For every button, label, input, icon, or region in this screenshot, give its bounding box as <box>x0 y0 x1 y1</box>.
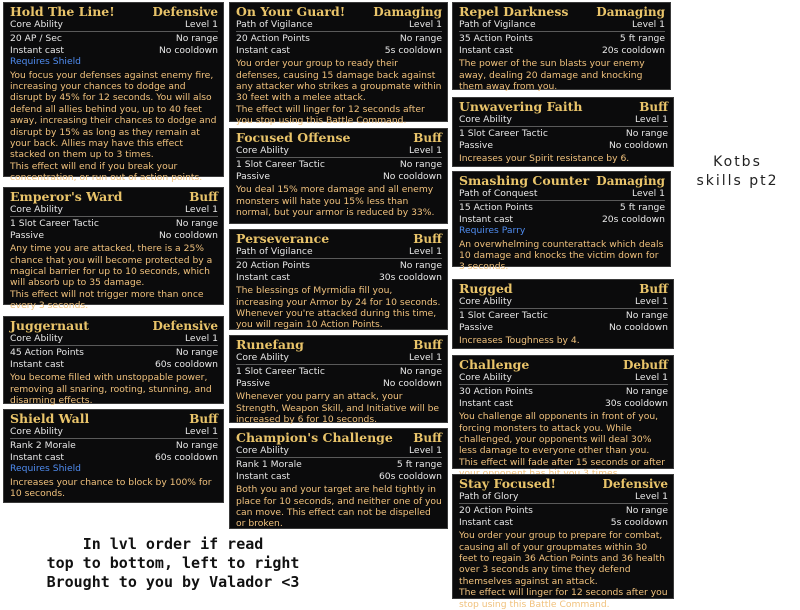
card-header <box>459 358 668 372</box>
cost-row <box>236 159 442 170</box>
ability-description <box>236 184 442 218</box>
ability-level: Level 1 <box>184 426 218 437</box>
description-paragraph: You become filled with unstoppable power, removing all snaring, rooting, stunning, and disarming effects. <box>10 372 212 407</box>
ability-type: Damaging <box>596 174 665 188</box>
ability-name: Focused Offense <box>236 130 351 145</box>
cast-row <box>459 398 668 409</box>
caption-line-2: top to bottom, left to right <box>46 554 300 572</box>
ability-cost: 1 Slot Career Tactic <box>459 310 548 322</box>
ability-category: Core Ability <box>10 204 63 215</box>
ability-name: Perseverance <box>236 231 330 246</box>
ability-cooldown: No cooldown <box>608 139 668 151</box>
description-paragraph: You order your group to ready their defenses, causing 15 damage back against any attacker who strikes a groupmate within 30 feet with a melee attack. <box>236 58 442 104</box>
ability-description <box>236 58 442 126</box>
ability-cost: 30 Action Points <box>459 386 533 398</box>
ability-cooldown: 5s cooldown <box>610 516 668 528</box>
ability-cooldown: 30s cooldown <box>378 271 442 283</box>
card-subheader <box>236 145 442 156</box>
ability-category: Core Ability <box>236 145 289 156</box>
ability-level: Level 1 <box>184 204 218 215</box>
card-subheader <box>459 188 665 199</box>
divider <box>459 503 668 504</box>
ability-category: Core Ability <box>236 445 289 456</box>
card-subheader <box>459 296 668 307</box>
ability-type: Buff <box>189 412 218 426</box>
ability-category: Path of Vigilance <box>459 19 536 30</box>
ability-level: Level 1 <box>634 296 668 307</box>
ability-cooldown: 30s cooldown <box>604 397 668 409</box>
description-paragraph: Increases Toughness by 4. <box>459 335 580 347</box>
cost-row <box>10 440 218 451</box>
ability-card-repel-darkness <box>452 2 671 93</box>
divider <box>236 31 442 32</box>
ability-card-shield-wall <box>3 409 224 503</box>
cost-row <box>459 202 665 213</box>
ability-cost: 20 Action Points <box>236 33 310 45</box>
cast-row <box>459 517 668 528</box>
description-paragraph: Any time you are attacked, there is a 25% chance that you will become protected by a magical barrier for up to 10 seconds, which will absorb up to 35 damage. <box>10 243 213 289</box>
ability-cast: Passive <box>236 170 270 182</box>
card-subheader <box>459 19 665 30</box>
ability-cost: 1 Slot Career Tactic <box>236 366 325 378</box>
cast-row <box>236 45 442 56</box>
card-header <box>10 412 218 426</box>
caption-line-1: In lvl order if read <box>82 535 264 553</box>
side-label-line-1: Kotbs <box>713 154 762 170</box>
side-label-line-2: skills pt2 <box>696 173 779 189</box>
card-header <box>459 174 665 188</box>
ability-name: Repel Darkness <box>459 4 569 19</box>
ability-cooldown: 60s cooldown <box>154 451 218 463</box>
ability-cooldown: 20s cooldown <box>601 213 665 225</box>
ability-name: Rugged <box>459 281 513 296</box>
ability-name: Stay Focused! <box>459 476 556 491</box>
ability-description <box>236 391 442 425</box>
divider <box>459 384 668 385</box>
cast-row <box>459 45 665 56</box>
ability-level: Level 1 <box>631 19 665 30</box>
ability-cooldown: No cooldown <box>158 229 218 241</box>
ability-type: Damaging <box>373 5 442 19</box>
ability-type: Buff <box>413 338 442 352</box>
ability-level: Level 1 <box>634 114 668 125</box>
ability-level: Level 1 <box>408 145 442 156</box>
ability-card-perseverance <box>229 229 448 330</box>
ability-cast: Instant cast <box>459 516 513 528</box>
ability-cost: 20 AP / Sec <box>10 33 62 45</box>
ability-name: Champion's Challenge <box>236 430 393 445</box>
card-header <box>10 190 218 204</box>
ability-range: No range <box>175 347 218 359</box>
ability-category: Core Ability <box>459 372 512 383</box>
ability-range: No range <box>175 218 218 230</box>
cast-row <box>236 272 442 283</box>
ability-range: No range <box>625 310 668 322</box>
caption <box>8 535 338 592</box>
card-header <box>459 477 668 491</box>
ability-card-focused-offense <box>229 128 448 224</box>
ability-type: Defensive <box>152 5 218 19</box>
ability-card-juggernaut <box>3 316 224 407</box>
ability-cast: Passive <box>10 229 44 241</box>
ability-card-runefang <box>229 335 448 426</box>
description-paragraph: The power of the sun blasts your enemy away, dealing 20 damage and knocking them away from you. <box>459 58 645 93</box>
ability-cooldown: No cooldown <box>608 321 668 333</box>
ability-cost: 45 Action Points <box>10 347 84 359</box>
ability-cast: Passive <box>459 321 493 333</box>
ability-category: Core Ability <box>459 114 512 125</box>
ability-name: Hold The Line! <box>10 4 115 19</box>
card-header <box>459 282 668 296</box>
ability-cooldown: 60s cooldown <box>378 470 442 482</box>
ability-name: Runefang <box>236 337 304 352</box>
card-subheader <box>236 352 442 363</box>
ability-cast: Instant cast <box>236 44 290 56</box>
description-paragraph: This effect will end if you break your concentration, or run out of action points. <box>10 160 203 184</box>
ability-description <box>10 477 218 500</box>
ability-type: Defensive <box>152 319 218 333</box>
ability-level: Level 1 <box>184 19 218 30</box>
ability-description <box>459 335 668 346</box>
card-subheader <box>10 426 218 437</box>
cost-row <box>459 505 668 516</box>
ability-cooldown: 20s cooldown <box>601 44 665 56</box>
ability-cast: Instant cast <box>10 358 64 370</box>
description-paragraph: The effect will linger for 12 seconds after you stop using this Battle Command. <box>459 587 668 610</box>
description-paragraph: Increases your chance to block by 100% for 10 seconds. <box>10 476 212 500</box>
ability-cast: Instant cast <box>459 397 513 409</box>
cast-row <box>10 45 218 56</box>
ability-cast: Passive <box>236 377 270 389</box>
ability-range: 5 ft range <box>619 33 665 45</box>
ability-cast: Instant cast <box>10 44 64 56</box>
ability-cooldown: No cooldown <box>382 170 442 182</box>
cast-row <box>10 230 218 241</box>
card-subheader <box>459 114 668 125</box>
card-header <box>236 5 442 19</box>
ability-cast: Instant cast <box>236 470 290 482</box>
ability-cooldown: No cooldown <box>158 44 218 56</box>
ability-name: On Your Guard! <box>236 4 346 19</box>
ability-type: Damaging <box>596 5 665 19</box>
ability-level: Level 1 <box>408 352 442 363</box>
ability-category: Core Ability <box>459 296 512 307</box>
ability-cast: Instant cast <box>459 213 513 225</box>
ability-type: Buff <box>413 431 442 445</box>
ability-card-unwavering-faith <box>452 97 674 167</box>
ability-cost: Rank 1 Morale <box>236 459 302 471</box>
cast-row <box>236 471 442 482</box>
card-header <box>236 431 442 445</box>
ability-description <box>236 285 442 331</box>
ability-range: No range <box>625 386 668 398</box>
ability-description <box>459 530 668 610</box>
ability-card-stay-focused <box>452 474 674 610</box>
card-subheader <box>10 19 218 30</box>
ability-card-challenge <box>452 355 674 469</box>
ability-name: Challenge <box>459 357 530 372</box>
caption-line-3: Brought to you by Valador <3 <box>46 573 300 591</box>
card-subheader <box>236 445 442 456</box>
description-paragraph: You challenge all opponents in front of you, forcing monsters to attack you. While challenged, your opponents will deal 30% less damage to everyone other than you. This effect will fade after 15 seconds or after <box>459 411 666 468</box>
ability-requirement: Requires Parry <box>459 225 526 237</box>
ability-category: Core Ability <box>10 19 63 30</box>
ability-type: Buff <box>413 131 442 145</box>
card-header <box>236 131 442 145</box>
ability-description <box>459 411 668 479</box>
cost-row <box>459 386 668 397</box>
ability-level: Level 1 <box>634 491 668 502</box>
ability-level: Level 1 <box>184 333 218 344</box>
cast-row <box>459 214 665 225</box>
ability-description <box>10 243 218 311</box>
card-header <box>236 232 442 246</box>
divider <box>236 258 442 259</box>
ability-description <box>459 239 665 273</box>
ability-cost: Rank 2 Morale <box>10 440 76 452</box>
ability-category: Core Ability <box>10 333 63 344</box>
ability-type: Buff <box>189 190 218 204</box>
ability-range: 5 ft range <box>396 459 442 471</box>
ability-card-emperors-ward <box>3 187 224 312</box>
cost-row <box>10 33 218 44</box>
ability-category: Path of Glory <box>459 491 519 502</box>
ability-cast: Passive <box>459 139 493 151</box>
card-header <box>459 5 665 19</box>
ability-cooldown: 60s cooldown <box>154 358 218 370</box>
cost-row <box>459 128 668 139</box>
cost-row <box>459 310 668 321</box>
divider <box>236 157 442 158</box>
ability-name: Shield Wall <box>10 411 90 426</box>
ability-type: Buff <box>639 100 668 114</box>
ability-range: No range <box>625 505 668 517</box>
ability-cooldown: 5s cooldown <box>384 44 442 56</box>
divider <box>10 438 218 439</box>
ability-range: 5 ft range <box>619 202 665 214</box>
ability-cost: 1 Slot Career Tactic <box>236 159 325 171</box>
card-header <box>459 100 668 114</box>
cost-row <box>236 260 442 271</box>
ability-category: Core Ability <box>10 426 63 437</box>
divider <box>459 200 665 201</box>
ability-cost: 20 Action Points <box>459 505 533 517</box>
ability-cooldown: No cooldown <box>382 377 442 389</box>
ability-category: Path of Vigilance <box>236 246 313 257</box>
description-paragraph: You deal 15% more damage and all enemy monsters will hate you 15% less than normal, but your armor is reduced by 33%. <box>236 184 435 219</box>
ability-level: Level 1 <box>634 372 668 383</box>
ability-range: No range <box>399 260 442 272</box>
cast-row <box>459 140 668 151</box>
ability-category: Path of Vigilance <box>236 19 313 30</box>
card-subheader <box>10 333 218 344</box>
ability-level: Level 1 <box>408 246 442 257</box>
cast-row <box>10 359 218 370</box>
ability-name: Juggernaut <box>10 318 90 333</box>
cast-row <box>459 322 668 333</box>
divider <box>236 364 442 365</box>
card-header <box>10 5 218 19</box>
ability-cost: 1 Slot Career Tactic <box>10 218 99 230</box>
ability-range: No range <box>399 366 442 378</box>
description-paragraph: You order your group to prepare for combat, causing all of your groupmates within 30 feet to regain 36 Action Points and 36 health over 3 seconds any time they defend themselves against an attack. <box>459 530 665 587</box>
ability-type: Debuff <box>622 358 668 372</box>
ability-type: Buff <box>413 232 442 246</box>
description-paragraph: This effect will not trigger more than once every 3 seconds. <box>10 288 204 312</box>
ability-category: Path of Conquest <box>459 188 538 199</box>
ability-description <box>459 58 665 92</box>
ability-range: No range <box>625 128 668 140</box>
ability-level: Level 1 <box>408 445 442 456</box>
description-paragraph: The effect will linger for 12 seconds after you stop using this Battle Command. <box>236 103 425 127</box>
ability-range: No range <box>399 159 442 171</box>
ability-requirement: Requires Shield <box>10 463 82 475</box>
divider <box>459 126 668 127</box>
cast-row <box>236 171 442 182</box>
divider <box>10 345 218 346</box>
description-paragraph: The blessings of Myrmidia fill you, increasing your Armor by 24 for 10 seconds. Whenever you're attacked during this time, you will regain 10 Action Points. <box>236 285 441 331</box>
ability-cast: Instant cast <box>459 44 513 56</box>
cost-row <box>10 218 218 229</box>
ability-cast: Instant cast <box>10 451 64 463</box>
card-subheader <box>236 246 442 257</box>
cost-row <box>10 347 218 358</box>
ability-range: No range <box>175 440 218 452</box>
ability-description <box>459 153 668 164</box>
card-subheader <box>459 372 668 383</box>
card-subheader <box>459 491 668 502</box>
ability-level: Level 1 <box>408 19 442 30</box>
ability-level: Level 1 <box>631 188 665 199</box>
ability-cast: Instant cast <box>236 271 290 283</box>
ability-range: No range <box>175 33 218 45</box>
divider <box>10 216 218 217</box>
cost-row <box>236 366 442 377</box>
description-paragraph: You focus your defenses against enemy fire, increasing your chances to dodge and disrupt by 45% for 12 seconds. You will also defend all allies behind you, up to 40 feet away, increasing their chances to dodge and disrupt by 15% as long as they remain at your back. Allies may have this effect stacked on them up to 3 times. <box>10 69 217 161</box>
ability-cost: 35 Action Points <box>459 33 533 45</box>
ability-card-champions-challenge <box>229 428 448 529</box>
card-header <box>236 338 442 352</box>
ability-card-rugged <box>452 279 674 349</box>
ability-type: Buff <box>639 282 668 296</box>
cost-row <box>459 33 665 44</box>
ability-description <box>10 372 218 406</box>
description-paragraph: An overwhelming counterattack which deals 10 damage and knocks the victim down for 3 seconds. <box>459 238 664 273</box>
cost-row <box>236 33 442 44</box>
cost-row <box>236 459 442 470</box>
ability-name: Emperor's Ward <box>10 189 123 204</box>
description-paragraph: Both you and your target are held tightly in place for 10 seconds, and neither one of you can move. This effect can not be dispelled or broken. <box>236 484 442 530</box>
ability-card-smashing-counter <box>452 171 671 273</box>
ability-cost: 1 Slot Career Tactic <box>459 128 548 140</box>
ability-type: Defensive <box>602 477 668 491</box>
ability-range: No range <box>399 33 442 45</box>
ability-description <box>10 70 218 184</box>
ability-category: Core Ability <box>236 352 289 363</box>
ability-card-on-your-guard <box>229 2 448 127</box>
ability-card-hold-the-line <box>3 2 224 184</box>
card-subheader <box>236 19 442 30</box>
divider <box>236 457 442 458</box>
ability-name: Smashing Counter <box>459 173 590 188</box>
cast-row <box>10 452 218 463</box>
ability-cost: 20 Action Points <box>236 260 310 272</box>
ability-requirement: Requires Shield <box>10 56 82 68</box>
description-paragraph: Whenever you parry an attack, your Strength, Weapon Skill, and Initiative will be increased by 6 for 10 seconds. <box>236 391 440 426</box>
side-label <box>680 153 795 191</box>
divider <box>459 308 668 309</box>
card-subheader <box>10 204 218 215</box>
divider <box>10 31 218 32</box>
cast-row <box>236 378 442 389</box>
divider <box>459 31 665 32</box>
ability-cost: 15 Action Points <box>459 202 533 214</box>
description-paragraph: Increases your Spirit resistance by 6. <box>459 153 630 165</box>
ability-description <box>236 484 442 530</box>
ability-name: Unwavering Faith <box>459 99 583 114</box>
card-header <box>10 319 218 333</box>
